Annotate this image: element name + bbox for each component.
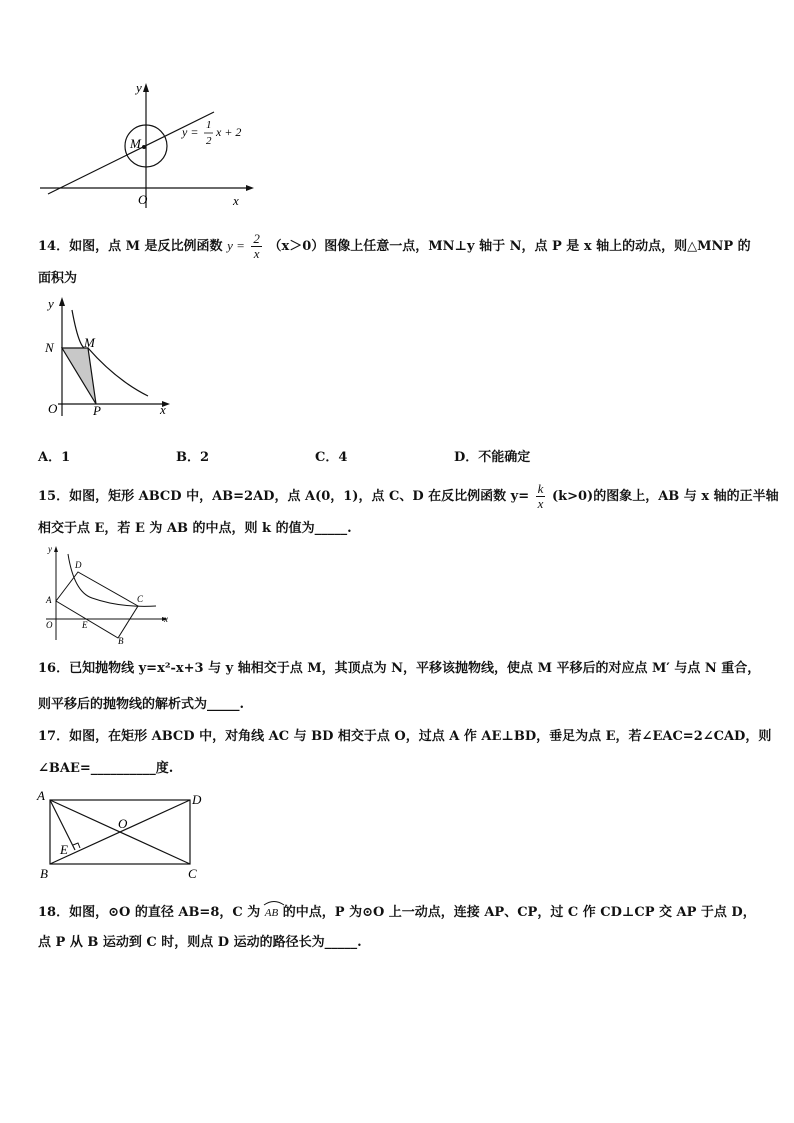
fig14-label-y: y (48, 296, 54, 311)
question-17-line2: ∠BAE=__________度. (38, 761, 174, 776)
fig15-label-x: x (164, 614, 168, 624)
question-14-line2: 面积为 (38, 271, 78, 286)
fig13-label-m: M (130, 136, 141, 151)
question-14-line1 (38, 232, 751, 261)
q18-text-a: 18．如图，⊙O 的直径 AB=8，C 为 (38, 905, 261, 920)
fig13-label-x: x (233, 193, 239, 208)
figure-rectangle-inverse (40, 542, 172, 646)
q14-fraction (251, 232, 262, 261)
fig13-eq-prefix: y = (182, 125, 199, 139)
q15-text-b: (k>0)的图象上，AB 与 x 轴的正半轴 (551, 489, 779, 504)
fig17-label-b: B (40, 866, 48, 881)
option-b[interactable]: B．2 (176, 450, 210, 465)
figure-inverse-function (36, 292, 176, 422)
question-15-line2: 相交于点 E，若 E 为 AB 的中点，则 k 的值为_____. (38, 521, 352, 536)
fig14-label-n: N (45, 340, 54, 355)
q15-frac-num: k (537, 481, 544, 496)
fig15-label-y: y (48, 544, 52, 554)
q15-fraction (536, 482, 546, 511)
fig17-label-e: E (60, 842, 68, 857)
q14-frac-den: x (253, 246, 260, 261)
option-a[interactable]: A．1 (38, 450, 71, 465)
fig17-label-d: D (192, 792, 202, 807)
fig13-label-y: y (136, 80, 142, 95)
q14-frac-num: 2 (253, 231, 260, 246)
q14-text-a: 14．如图，点 M 是反比例函数 (38, 239, 223, 254)
q14-text-b: （x＞0）图像上任意一点，MN⊥y 轴于 N，点 P 是 x 轴上的动点，则△MNP 的 (268, 239, 751, 254)
question-16-line1: 16．已知抛物线 y=x²-x+3 与 y 轴相交于点 M，其顶点为 N，平移该抛物线，使点 M 平移后的对应点 M′ 与点 N 重合， (38, 661, 761, 676)
fig13-eq-num: 1 (206, 119, 212, 131)
fig17-label-c: C (188, 866, 197, 881)
q15-text-a: 15．如图，矩形 ABCD 中，AB=2AD，点 A(0，1)，点 C、D 在反比例函数 y= (38, 489, 530, 504)
fig14-label-p: P (93, 403, 101, 418)
fig17-label-o: O (118, 816, 128, 831)
fig13-label-o: O (138, 192, 148, 207)
question-17-line1: 17．如图，在矩形 ABCD 中，对角线 AC 与 BD 相交于点 O，过点 A 作 AE⊥BD，垂足为点 E，若∠EAC=2∠CAD，则 (38, 729, 772, 744)
arc-mark-icon (263, 900, 285, 906)
fig15-label-c: C (137, 594, 144, 604)
option-c[interactable]: C．4 (315, 450, 348, 465)
fig15-label-e: E (82, 620, 88, 630)
question-18-line1 (38, 900, 756, 922)
question-16-line2: 则平移后的抛物线的解析式为_____. (38, 697, 245, 712)
fig14-label-x: x (160, 402, 166, 417)
q18-arc-ab (265, 900, 278, 922)
question-18-line2: 点 P 从 B 运动到 C 时，则点 D 运动的路径长为_____. (38, 935, 362, 950)
figure-line-circle (30, 78, 260, 213)
fig14-label-m: M (84, 335, 95, 350)
figure-rectangle-diagonals (32, 788, 212, 884)
fig14-label-o: O (48, 401, 58, 416)
fig17-label-a: A (37, 788, 45, 803)
question-15-line1 (38, 482, 779, 511)
fig15-label-b: B (118, 636, 124, 646)
fig15-label-o: O (46, 620, 53, 630)
option-d[interactable]: D．不能确定 (454, 450, 531, 465)
q18-arc-label: AB (264, 907, 279, 919)
fig15-label-a: A (46, 595, 52, 605)
fig13-eq-suffix: x + 2 (216, 125, 242, 139)
q15-frac-den: x (537, 496, 544, 511)
q18-text-b: 的中点，P 为⊙O 上一动点，连接 AP、CP，过 C 作 CD⊥CP 交 AP 于点 D， (282, 905, 756, 920)
q14-func-y: y = (227, 238, 245, 253)
fig13-eq-den: 2 (206, 135, 212, 147)
fig15-label-d: D (75, 560, 82, 570)
